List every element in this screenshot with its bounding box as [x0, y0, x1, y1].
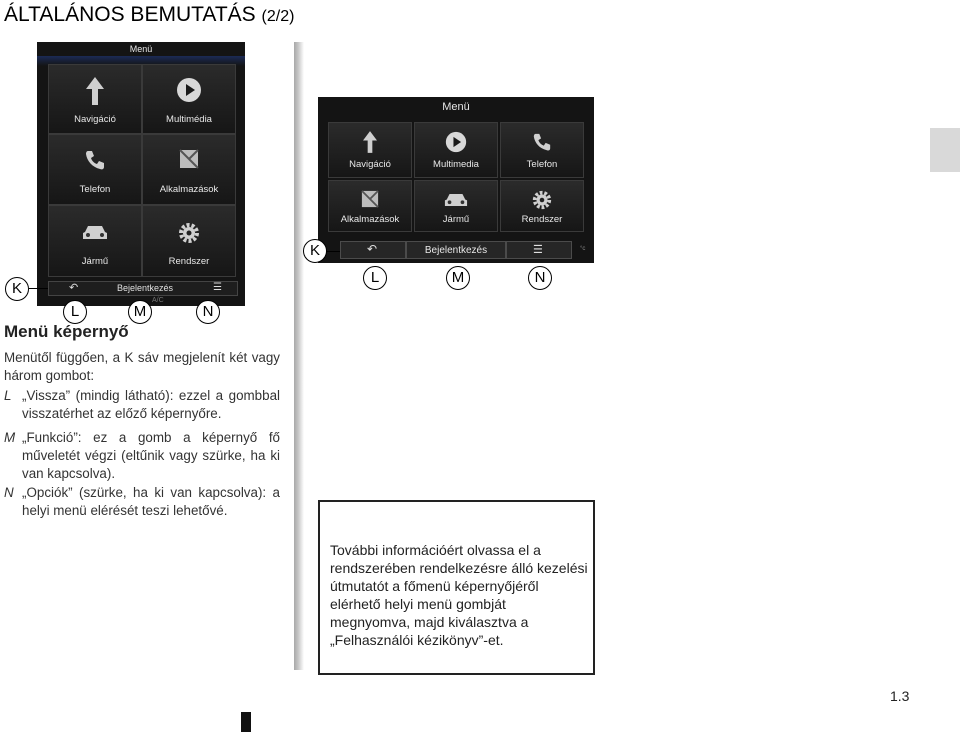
navigation-arrow-icon: [86, 77, 104, 105]
section-title: Menü képernyő: [4, 322, 129, 341]
options-icon: ☰: [533, 244, 543, 256]
tile-label: Jármű: [442, 214, 470, 225]
list-item-text: „Opciók” (szürke, ha ki van kapcsolva): a helyi menü elérését teszi lehetővé.: [22, 485, 280, 518]
chapter-tab: [930, 128, 960, 172]
tile-label: Rendszer: [521, 214, 563, 225]
portrait-screen: [37, 42, 245, 306]
info-note-box: [318, 500, 595, 675]
page-title: [4, 3, 294, 27]
info-note-text: További információért olvassa el a rendszerében rendelkezésre álló kezelési útmutatót a főmenü képernyőjéről elérhető helyi menü gombját megnyomva, majd kiválasztva a „Felhasználói kézikönyv”-et.: [330, 542, 588, 648]
page-title-counter: (2/2): [261, 8, 295, 25]
options-button[interactable]: [506, 241, 572, 259]
ac-label: A/C: [152, 297, 164, 304]
landscape-tile-apps[interactable]: [328, 180, 412, 232]
function-button-label: Bejelentkezés: [424, 245, 488, 256]
callout-k-landscape: K: [303, 239, 327, 263]
portrait-tile-system[interactable]: [142, 205, 236, 277]
portrait-function-button[interactable]: Bejelentkezés: [116, 283, 174, 293]
list-item-key: M: [4, 430, 16, 445]
callout-m-portrait: M: [128, 300, 152, 324]
play-icon: [176, 77, 202, 103]
list-item-m: [4, 429, 280, 483]
section-intro: Menütől függően, a K sáv megjelenít két vagy három gombot:: [4, 350, 280, 383]
page-title-text: ÁLTALÁNOS BEMUTATÁS: [4, 3, 256, 26]
landscape-tile-vehicle[interactable]: [414, 180, 498, 232]
callout-l-landscape: L: [363, 266, 387, 290]
play-icon: [445, 131, 467, 153]
tile-label: Navigáció: [74, 114, 116, 125]
landscape-screen: [318, 97, 594, 263]
callout-m-landscape: M: [446, 266, 470, 290]
callout-n-landscape: N: [528, 266, 552, 290]
portrait-tile-phone[interactable]: [48, 134, 142, 205]
landscape-tile-multimedia[interactable]: [414, 122, 498, 178]
phone-icon: [84, 149, 106, 171]
gear-icon: [531, 189, 553, 211]
function-button[interactable]: [406, 241, 506, 259]
portrait-tile-apps[interactable]: [142, 134, 236, 205]
tile-label: Multimédia: [166, 114, 212, 125]
tile-label: Multimedia: [433, 159, 479, 170]
portrait-k-bar: [48, 281, 238, 296]
tile-label: Alkalmazások: [340, 214, 400, 225]
temperature-unit: °c: [580, 246, 586, 252]
apps-icon: [179, 149, 199, 169]
back-icon: ↶: [367, 242, 378, 256]
landscape-tile-phone[interactable]: [500, 122, 584, 178]
list-item-l: [4, 387, 280, 423]
portrait-tile-navigation[interactable]: [48, 64, 142, 134]
tile-label: Rendszer: [168, 256, 210, 267]
tile-label: Navigáció: [349, 159, 391, 170]
portrait-tile-multimedia[interactable]: [142, 64, 236, 134]
list-item-n: [4, 484, 280, 520]
tile-label: Jármű: [81, 256, 109, 267]
list-item-text: „Vissza” (mindig látható): ezzel a gombbal visszatérhet az előző képernyőre.: [22, 388, 280, 421]
tile-label: Telefon: [79, 184, 111, 195]
back-button[interactable]: [340, 241, 406, 259]
column-divider: [294, 42, 304, 670]
callout-k-landscape-line: [327, 251, 340, 252]
phone-icon: [532, 132, 552, 152]
callout-k-portrait: K: [5, 277, 29, 301]
callout-l-portrait: L: [63, 300, 87, 324]
page-number: 1.3: [890, 688, 910, 704]
back-icon[interactable]: ↶: [69, 282, 79, 294]
apps-icon: [361, 190, 379, 208]
gear-icon: [177, 221, 201, 245]
tile-label: Telefon: [526, 159, 558, 170]
portrait-screen-title: Menü: [129, 44, 153, 54]
callout-k-portrait-line: [29, 288, 48, 289]
callout-n-portrait: N: [196, 300, 220, 324]
car-icon: [444, 191, 468, 208]
portrait-tile-vehicle[interactable]: [48, 205, 142, 277]
navigation-arrow-icon: [363, 131, 377, 153]
landscape-tile-system[interactable]: [500, 180, 584, 232]
tile-label: Alkalmazások: [159, 184, 219, 195]
car-icon: [82, 223, 108, 241]
list-item-key: N: [4, 485, 14, 500]
landscape-tile-navigation[interactable]: [328, 122, 412, 178]
list-item-key: L: [4, 388, 12, 403]
list-item-text: „Funkció”: ez a gomb a képernyő fő műveletét végzi (eltűnik vagy szürke, ha ki van kapcsolva).: [22, 430, 280, 481]
footer-mark: [241, 712, 251, 732]
landscape-screen-title: Menü: [442, 101, 470, 113]
options-icon[interactable]: ☰: [213, 282, 222, 293]
